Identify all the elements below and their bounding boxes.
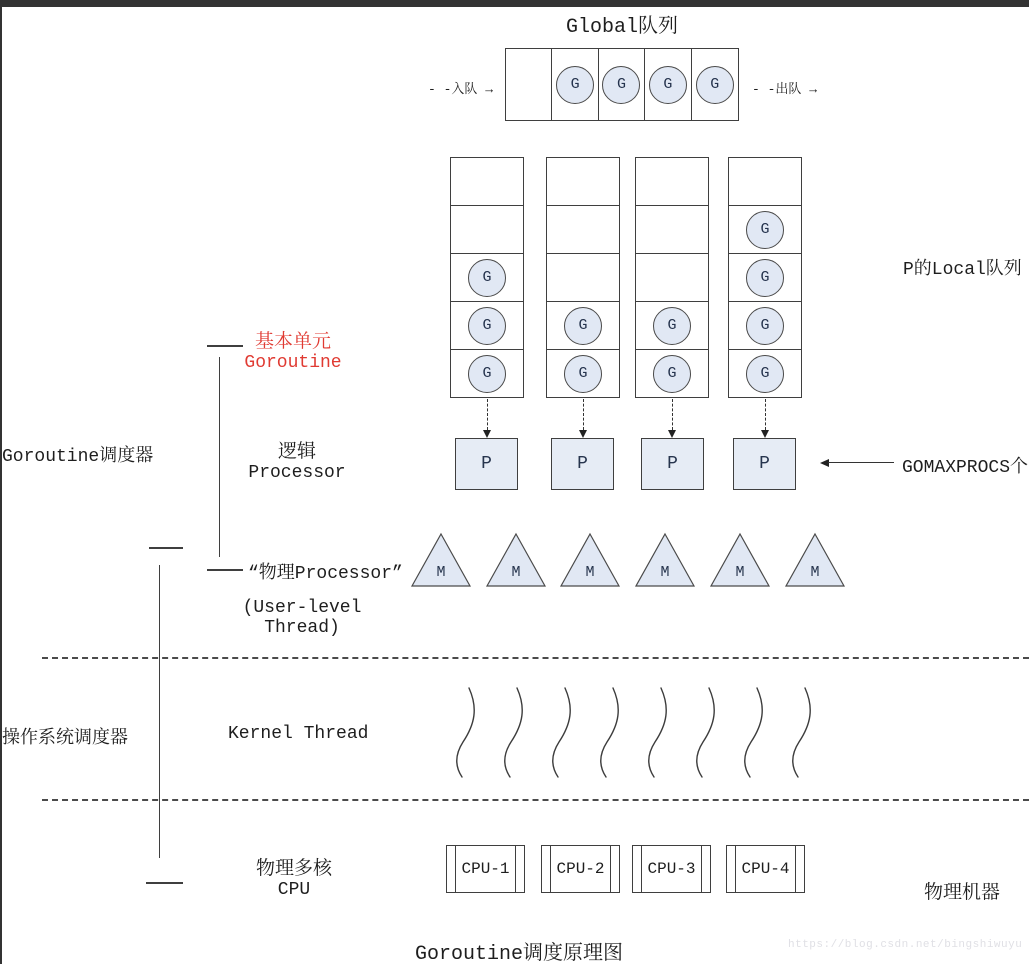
goroutine-scheduler-bracket-line (219, 357, 220, 557)
local-queue-column (450, 157, 524, 398)
watermark-url: https://blog.csdn.net/bingshiwuyu (788, 939, 1023, 951)
p-local-queue-label: P的Local队列 (903, 260, 1022, 280)
user-kernel-divider (42, 657, 1029, 659)
global-queue-title: Global队列 (565, 16, 678, 39)
local-queue-column (635, 157, 709, 398)
queue-cell (636, 206, 708, 254)
cpu-box (541, 845, 620, 893)
multicore-line1: 物理多核 (255, 858, 332, 880)
global-queue-cell (552, 49, 598, 120)
queue-cell (547, 158, 619, 206)
physical-machine-label: 物理机器 (924, 882, 1001, 904)
enqueue-arrow-icon: → (485, 82, 494, 97)
cpu-box (632, 845, 711, 893)
goroutine-circle: G (653, 307, 691, 345)
machine-label: M (810, 564, 820, 581)
os-scheduler-bracket-line (159, 565, 160, 858)
logical-line1: 逻辑 (277, 441, 316, 463)
queue-to-p-arrow (583, 399, 584, 430)
bracket-tick (207, 345, 243, 347)
global-queue-cell (645, 49, 691, 120)
machine-triangle (708, 531, 772, 589)
queue-cell (451, 206, 523, 254)
window-left-edge (0, 0, 2, 964)
cpu-box (446, 845, 525, 893)
basic-unit-line2: Goroutine (244, 353, 342, 373)
goroutine-circle: G (746, 355, 784, 393)
machine-triangle (558, 531, 622, 589)
goroutine-circle: G (564, 355, 602, 393)
logical-processor-annotation (238, 436, 356, 483)
machine-label: M (436, 564, 446, 581)
user-level-thread-annotation (238, 598, 366, 638)
local-queue-column (546, 157, 620, 398)
queue-cell (451, 158, 523, 206)
user-level-line1: (User-level (242, 598, 362, 618)
processor-box: P (641, 438, 704, 490)
bracket-tick (207, 569, 243, 571)
kernel-thread-wave (601, 688, 618, 777)
queue-to-p-arrow (672, 399, 673, 430)
queue-cell (729, 350, 801, 397)
queue-to-p-arrowhead (668, 430, 676, 438)
enqueue-text: - -入队 (428, 82, 478, 97)
window-top-bar (0, 0, 1029, 7)
global-queue-cell (692, 49, 738, 120)
goroutine-circle: G (696, 66, 734, 104)
logical-line2: Processor (248, 463, 346, 483)
bracket-tick (149, 547, 183, 549)
machine-label: M (585, 564, 595, 581)
processor-box: P (455, 438, 518, 490)
goroutine-circle: G (653, 355, 691, 393)
enqueue-label (428, 78, 493, 97)
queue-cell (451, 302, 523, 350)
kernel-thread-waves (448, 684, 820, 782)
dequeue-text: - -出队 (752, 82, 802, 97)
basic-unit-annotation (230, 326, 356, 373)
queue-to-p-arrow (765, 399, 766, 430)
kernel-thread-wave (649, 688, 666, 777)
gomaxprocs-arrow-line (828, 462, 894, 463)
kernel-thread-wave (697, 688, 714, 777)
machine-triangle (633, 531, 697, 589)
bracket-tick (146, 882, 183, 884)
queue-cell (547, 302, 619, 350)
queue-to-p-arrowhead (579, 430, 587, 438)
queue-cell (451, 254, 523, 302)
multicore-cpu-annotation (238, 853, 350, 900)
cpu-label: CPU-1 (461, 860, 510, 878)
kernel-thread-label: Kernel Thread (228, 724, 369, 744)
dequeue-label (752, 78, 817, 97)
machine-triangle (783, 531, 847, 589)
os-scheduler-label: 操作系统调度器 (2, 729, 128, 749)
queue-to-p-arrowhead (761, 430, 769, 438)
diagram-caption: Goroutine调度原理图 (415, 943, 624, 964)
cpu-label: CPU-2 (556, 860, 605, 878)
kernel-thread-wave (553, 688, 570, 777)
queue-cell (636, 158, 708, 206)
goroutine-circle: G (746, 259, 784, 297)
queue-cell (547, 206, 619, 254)
queue-cell (729, 302, 801, 350)
goroutine-circle: G (746, 211, 784, 249)
basic-unit-line1: 基本单元 (254, 331, 331, 353)
global-queue-cell (506, 49, 552, 120)
queue-cell (451, 350, 523, 397)
user-level-line2: Thread) (264, 618, 340, 638)
goroutine-circle: G (468, 355, 506, 393)
cpu-box (726, 845, 805, 893)
goroutine-circle: G (468, 259, 506, 297)
goroutine-circle: G (649, 66, 687, 104)
goroutine-circle: G (468, 307, 506, 345)
goroutine-circle: G (746, 307, 784, 345)
machine-triangle (409, 531, 473, 589)
processor-box: P (551, 438, 614, 490)
global-queue-cell (599, 49, 645, 120)
dequeue-arrow-icon: → (809, 82, 818, 97)
queue-cell (547, 254, 619, 302)
machine-label: M (735, 564, 745, 581)
kernel-thread-wave (793, 688, 810, 777)
goroutine-scheduler-label: Goroutine调度器 (2, 447, 154, 467)
goroutine-circle: G (556, 66, 594, 104)
global-queue (505, 48, 739, 121)
queue-cell (729, 254, 801, 302)
kernel-hardware-divider (42, 799, 1029, 801)
machine-label: M (511, 564, 521, 581)
physical-processor-label: “物理Processor” (248, 564, 403, 584)
queue-cell (636, 302, 708, 350)
queue-cell (729, 206, 801, 254)
queue-to-p-arrowhead (483, 430, 491, 438)
goroutine-circle: G (602, 66, 640, 104)
gomaxprocs-label: GOMAXPROCS个 (902, 458, 1029, 478)
queue-cell (636, 350, 708, 397)
gomaxprocs-arrowhead (820, 459, 829, 467)
kernel-thread-wave (745, 688, 762, 777)
goroutine-circle: G (564, 307, 602, 345)
multicore-line2: CPU (277, 880, 311, 900)
queue-cell (729, 158, 801, 206)
cpu-label: CPU-3 (647, 860, 696, 878)
local-queue-column (728, 157, 802, 398)
cpu-label: CPU-4 (741, 860, 790, 878)
kernel-thread-wave (505, 688, 522, 777)
kernel-thread-wave (457, 688, 474, 777)
queue-to-p-arrow (487, 399, 488, 430)
machine-label: M (660, 564, 670, 581)
queue-cell (636, 254, 708, 302)
machine-triangle (484, 531, 548, 589)
queue-cell (547, 350, 619, 397)
processor-box: P (733, 438, 796, 490)
